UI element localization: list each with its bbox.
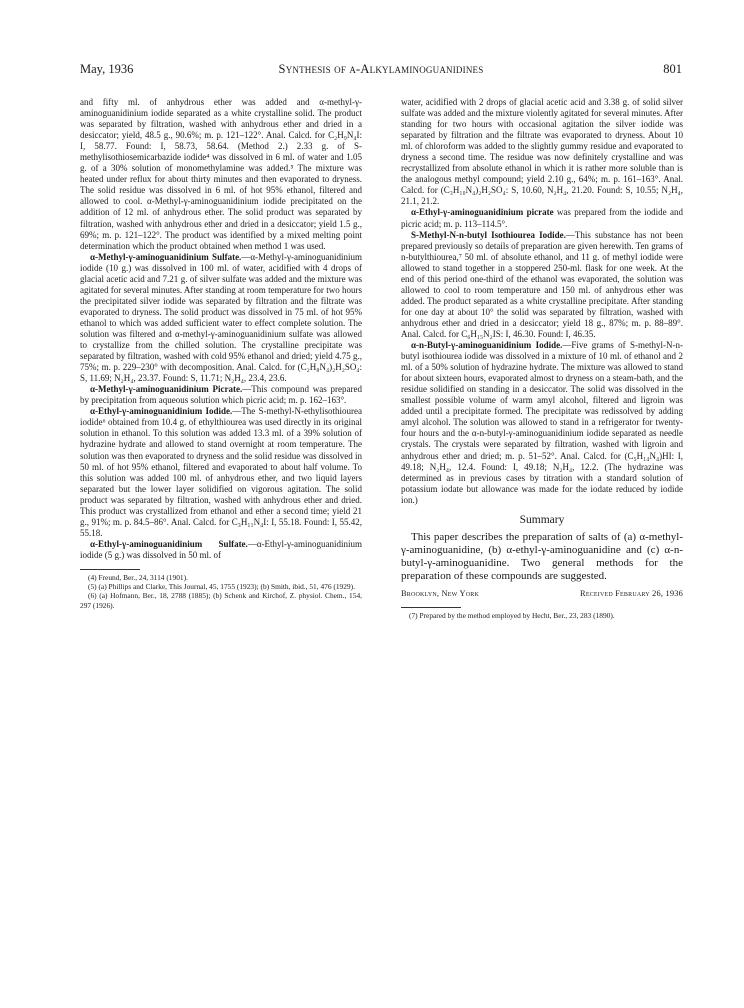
footnote-divider — [80, 569, 140, 570]
paragraph-butyl-isothiourea: S-Methyl-N-n-butyl Isothiourea Iodide.—This substance has not been prepared previously so details of preparation are given herewith. Ten grams of n-butylthiourea,⁷ 50 ml. of absolute ethanol, and 11 g. of methyl iodide were allowed to stand together in a stoppered 250-ml. flask for one week. At the end of this period one-third of the ethanol was evaporated, the solution was allowed to cool to room temperature and 150 ml. of anhydrous ether was added. The product separated as a white crystalline precipitate. After standing for one day at about 10° the solid was separated by filtration, washed with anhydrous ether and dried in a desiccator; yield 18 g., 87%; m. p. 88–89°. Anal. Calcd. for C₆H₁₅N₂IS: I, 46.30. Found: I, 46.35. — [401, 229, 683, 339]
running-header — [80, 62, 682, 78]
heading-ethyl-iodide: α-Ethyl-γ-aminoguanidinium Iodide. — [90, 406, 233, 417]
paragraph-methyl-picrate: α-Methyl-γ-aminoguanidinium Picrate.—This compound was prepared by precipitation from aqueous solution which picric acid; m. p. 162–163°. — [80, 384, 362, 406]
footnotes-right — [401, 611, 683, 620]
paragraph-ethyl-sulfate-continued: water, acidified with 2 drops of glacial acetic acid and 3.38 g. of solid silver sulfate was added and the mixture violently agitated for several minutes. After standing for two hours with occasional agitation the silver iodide was separated by filtration and the filtrate was evaporated to dryness. About 10 ml. of chloroform was added to the slightly gummy residue and evaporated to dryness a second time. The residue was now definitely crystalline and was recrystallized from absolute ethanol in which it is rather more soluble than is the analogous methyl compound; yield 2.10 g., 64%; m. p. 161–163°. Anal. Calcd. for (C₃H₁₀N₄)₂H₂SO₄: S, 10.60, N₂H₄, 21.20. Found: S, 10.55; N₂H₄, 21.1, 21.2. — [401, 97, 683, 207]
footnote: (7) Prepared by the method employed by Hecht, Ber., 23, 283 (1890). — [409, 610, 615, 620]
footnote-divider — [401, 607, 461, 608]
footnotes-left — [80, 573, 362, 610]
author-location: Brooklyn, New York — [401, 588, 479, 598]
page-number: 801 — [663, 62, 682, 76]
heading-methyl-picrate: α-Methyl-γ-aminoguanidinium Picrate. — [90, 384, 243, 395]
heading-butyl-isothiourea: S-Methyl-N-n-butyl Isothiourea Iodide. — [411, 229, 566, 240]
heading-methyl-sulfate: α-Methyl-γ-aminoguanidinium Sulfate. — [90, 251, 242, 262]
heading-ethyl-picrate: α-Ethyl-γ-aminoguanidinium picrate — [411, 207, 554, 218]
heading-ethyl-sulfate: α-Ethyl-γ-aminoguanidinium Sulfate. — [90, 538, 248, 549]
summary-heading: Summary — [519, 513, 565, 526]
paragraph-butyl-iodide: α-n-Butyl-γ-aminoguanidinium Iodide.—Five grams of S-methyl-N-n-butyl isothiourea iodide was dissolved in a mixture of 10 ml. of ethanol and 2 ml. of a 50% solution of hydrazine hydrate. The mixture was allowed to stand for about sixteen hours, evaporated almost to dryness on a steam-bath, and the residue solidified on standing in a desiccator. The solid was dissolved in the smallest possible volume of warm amyl alcohol, filtered and ligroin was added until a precipitate formed. The precipitate was redissolved by adding amyl alcohol. The solution was allowed to stand in a refrigerator for twenty-four hours and the α-n-butyl-γ-aminoguanidinium iodide separated as needle crystals. The crystals were separated by filtration, washed with ligroin and anhydrous ether and dried; m. p. 51–52°. Anal. Calcd. for (C₅H₁₄N₄)HI: I, 49.18; N₂H₄, 12.4. Found: I, 49.18; N₂H₄, 12.2. (The hydrazine was determined as in previous cases by titration with a standard solution of potassium iodate but allowance was made for the iodate reduced by iodide ion.) — [401, 340, 683, 505]
paragraph-method-continued: and fifty ml. of anhydrous ether was added and α-methyl-γ-aminoguanidinium iodide separated as a white crystalline solid. The product was separated by filtration, washed with anhydrous ether and dried in a desiccator; yield, 48.5 g., 90.6%; m. p. 121–122°. Anal. Calcd. for C₂H₉N₄I: I, 58.77. Found: I, 58.73, 58.64. (Method 2.) 2.33 g. of S-methylisothiosemicarbazide iodide⁴ was dissolved in 6 ml. of water and 1.05 g. of a 30% solution of monomethylamine was added.⁵ The mixture was heated under reflux for about thirty minutes and then evaporated to dryness. The solid residue was dissolved in 6 ml. of hot 95% ethanol, filtered and allowed to cool. α-Methyl-γ-aminoguanidinium iodide precipitated on the addition of 12 ml. of anhydrous ether. The solid product was separated by filtration, washed with anhydrous ether and dried in a desiccator; yield 1.5 g., 69%; m. p. 121–122°. The product was identified by a mixed melting point determination which the product obtained when method 1 was used. — [80, 97, 362, 251]
left-column — [80, 97, 362, 610]
header-title: Synthesis of α-Alkylaminoguanidines — [278, 62, 484, 76]
summary-text: This paper describes the preparation of salts of (a) α-methyl-γ-aminoguanidine, (b) α-ethyl-γ-aminoguanidine and (c) α-n-butyl-γ-aminoguanidine. Two general methods for the preparation of these compounds are suggested. — [401, 530, 683, 583]
summary-section — [401, 531, 683, 584]
paragraph-ethyl-sulfate: α-Ethyl-γ-aminoguanidinium Sulfate.—α-Ethyl-γ-aminoguanidinium iodide (5 g.) was dissolved in 50 ml. of — [80, 538, 362, 560]
submission-line — [401, 588, 683, 599]
heading-butyl-iodide: α-n-Butyl-γ-aminoguanidinium Iodide. — [411, 340, 563, 351]
paragraph-ethyl-iodide: α-Ethyl-γ-aminoguanidinium Iodide.—The S-methyl-N-ethylisothiourea iodide⁶ obtained from 10.4 g. of ethylthiourea was used directly in its original solution in ethanol. To this solution was added 13.3 ml. of a 39% solution of hydrazine hydrate and allowed to stand overnight at room temperature. The solution was then evaporated to dryness and the solid residue was dissolved in 50 ml. of hot 95% ethanol, filtered and evaporated to about half volume. To this solution was added 100 ml. of anhydrous ether, and two liquid layers separated but the lower layer solidified on vigorous agitation. The solid product was separated by filtration, washed with anhydrous ether and dried. This product was crystallized from ethanol and ether a second time; yield 21 g., 91%; m. p. 84.5–86°. Anal. Calcd. for C₃H₁₁N₄I: I, 55.18. Found: I, 55.42, 55.18. — [80, 406, 362, 538]
footnote: (5) (a) Phillips and Clarke, This Journal, 45, 1755 (1923); (b) Smith, ibid., 51, 476 (1929). — [88, 582, 355, 592]
paragraph-ethyl-picrate: α-Ethyl-γ-aminoguanidinium picrate was prepared from the iodide and picric acid; m. p. 113–114.5°. — [401, 207, 683, 229]
received-date: Received February 26, 1936 — [580, 588, 683, 598]
footnote: (6) (a) Hofmann, Ber., 18, 2788 (1885); (b) Schenk and Kirchof, Z. physiol. Chem., 154, 297 (1926). — [80, 591, 362, 610]
header-date: May, 1936 — [80, 62, 134, 76]
footnote: (4) Freund, Ber., 24, 3114 (1901). — [88, 572, 188, 582]
paragraph-methyl-sulfate: α-Methyl-γ-aminoguanidinium Sulfate.—α-Methyl-γ-aminoguanidinium iodide (10 g.) was dissolved in 100 ml. of water, acidified with 4 drops of glacial acetic acid and 7.21 g. of silver sulfate was added and the mixture was agitated for several minutes. After standing at room temperature for two hours the precipitated silver iodide was separated by filtration and the filtrate was evaporated to dryness. The solid product was dissolved in 75 ml. of hot 95% ethanol to which was added sufficient water to effect complete solution. The solution was filtered and α-methyl-γ-aminoguanidinium sulfate was allowed to crystallize from the chilled solution. The crystalline precipitate was separated by filtration, washed with cold 95% ethanol and dried; yield 4.75 g., 75%; m. p. 229–230° with decomposition. Anal. Calcd. for (C₂H₈N₄)₂H₂SO₄: S, 11.69; N₂H₄, 23.37. Found: S, 11.71; N₂H₄, 23.4, 23.6. — [80, 251, 362, 384]
right-column — [401, 97, 683, 620]
